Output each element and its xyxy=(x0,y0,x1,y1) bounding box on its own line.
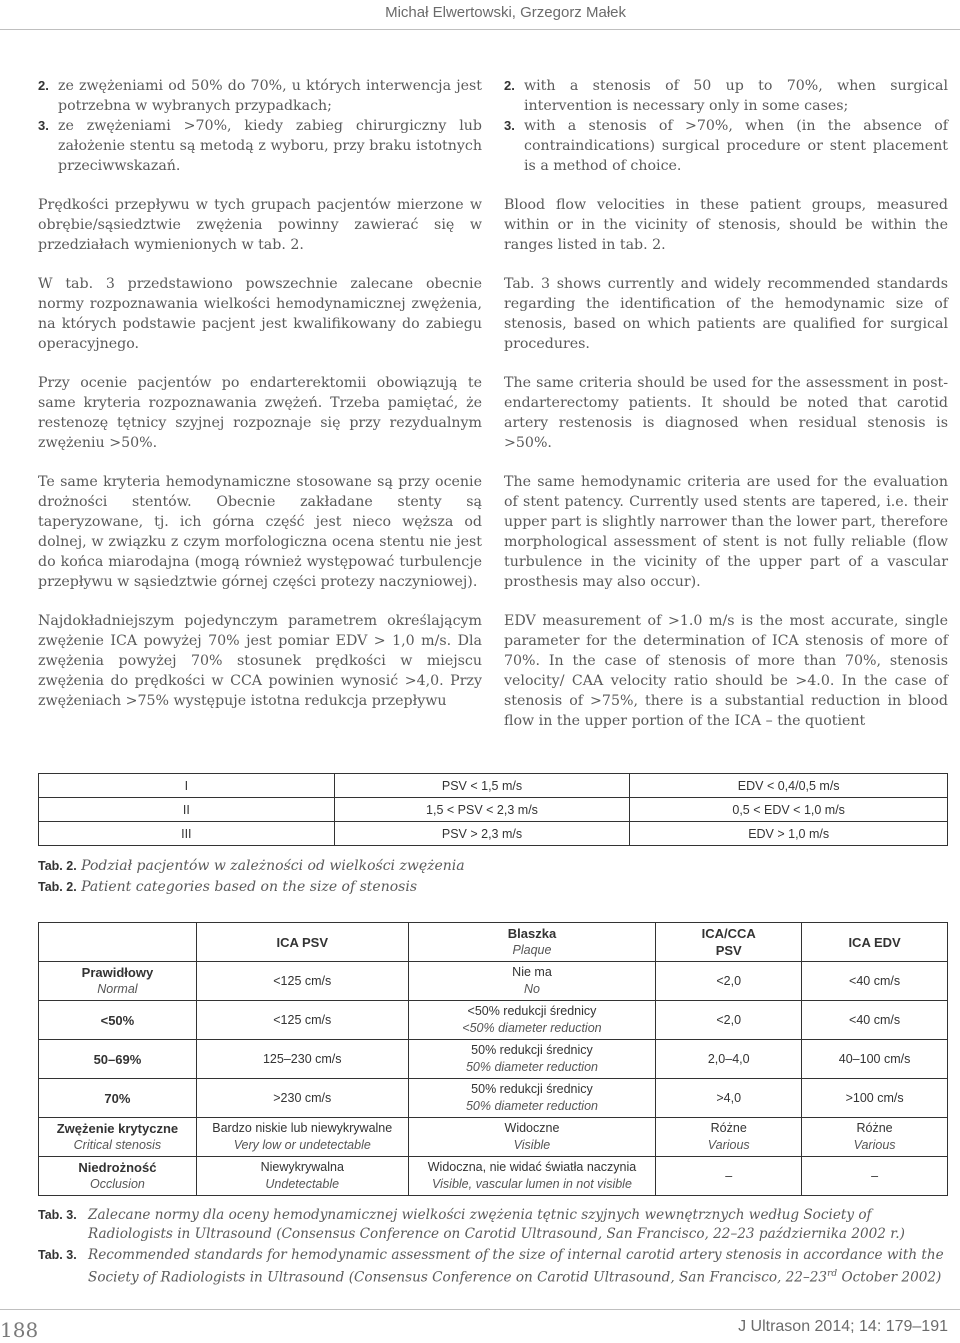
table-cell: 40–100 cm/s xyxy=(802,1040,948,1079)
psv-pl: Niewykrywalna xyxy=(260,1160,344,1174)
table-cell: <2,0 xyxy=(656,962,802,1001)
caption-text: Zalecane normy dla oceny hemodynamicznej wielkości zwężenia tętnic szyjnych wewnętrznych według Society of Radiologists in Ultrasound (Consensus Conference on Carotid Ultrasound, San Francisco, 22–23 października 2002 r.) xyxy=(88,1207,905,1242)
list-number: 2. xyxy=(504,78,515,93)
plaque-pl: 50% redukcji średnicy xyxy=(471,1043,593,1057)
table-cell: <40 cm/s xyxy=(802,962,948,1001)
table-row xyxy=(39,1079,948,1118)
paragraph: W tab. 3 przedstawiono powszechnie zalecane obecnie normy rozpoznawania wielkości hemodynamicznej zwężenia, na których podstawie pacjent jest kwalifikowany do zabiegu operacyjnego. xyxy=(38,276,482,352)
header-plaque xyxy=(408,923,656,962)
header-ica-psv: ICA PSV xyxy=(196,923,408,962)
cat-cell xyxy=(39,962,197,1001)
plaque-pl: Nie ma xyxy=(512,965,552,979)
table-cell xyxy=(408,1001,656,1040)
list-item xyxy=(38,76,482,116)
caption-text-a: Recommended standards for hemodynamic assessment of the size of internal carotid artery stenosis in accordance with the Society of Radiologists in Ultrasound (Consensus Conference on Carotid Ultrasound, San Francisco, 22–23 xyxy=(88,1247,944,1286)
paragraph: Najdokładniejszym pojedynczym parametrem określającym zwężenie ICA powyżej 70% jest pomiar EDV > 1,0 m/s. Dla zwężenia powyżej 70% stosunek prędkości w miejscu zwężenia do prędkości w CCA powinien wynosić >4,0. Przy zwężeniach >75% występuje istotna redukcja przepływu xyxy=(38,613,482,709)
list-number: 3. xyxy=(38,118,49,133)
ratio-en: Various xyxy=(707,1138,750,1152)
caption-label: Tab. 3. xyxy=(38,1248,77,1262)
plaque-pl: 50% redukcji średnicy xyxy=(471,1082,593,1096)
table-cell: – xyxy=(802,1157,948,1196)
table-row xyxy=(39,1001,948,1040)
header-cell-empty xyxy=(39,923,197,962)
plaque-en: <50% diameter reduction xyxy=(462,1021,602,1035)
list-number: 3. xyxy=(504,118,515,133)
paragraph: Tab. 3 shows currently and widely recommended standards regarding the identification of the hemodynamic size of stenosis, based on which patients are qualified for surgical procedures. xyxy=(504,276,948,352)
header-authors: Michał Elwertowski, Grzegorz Małek xyxy=(385,4,626,21)
list-text: with a stenosis of 50 up to 70%, when surgical intervention is necessary only in some cases; xyxy=(524,78,948,114)
table-cell: <125 cm/s xyxy=(196,962,408,1001)
table-row xyxy=(39,774,948,798)
table-cell: 125–230 cm/s xyxy=(196,1040,408,1079)
journal-citation: J Ultrason 2014; 14: 179–191 xyxy=(738,1318,948,1335)
cat-en: Critical stenosis xyxy=(73,1138,162,1152)
column-polish xyxy=(38,76,482,730)
table-cell xyxy=(408,1079,656,1118)
list-text: ze zwężeniami od 50% do 70%, u których interwencja jest potrzebna w wybranych przypadkach; xyxy=(58,78,482,114)
column-english xyxy=(504,76,948,750)
table-cell: <40 cm/s xyxy=(802,1001,948,1040)
caption-label: Tab. 2. xyxy=(38,859,77,873)
table-cell: EDV > 1,0 m/s xyxy=(630,822,948,846)
plaque-pl: Widoczne xyxy=(504,1121,560,1135)
table-row xyxy=(39,1118,948,1157)
plaque-en: 50% diameter reduction xyxy=(465,1060,598,1074)
table-cell: <2,0 xyxy=(656,1001,802,1040)
header-plaque-en: Plaque xyxy=(512,943,552,957)
caption-text-b: October 2002) xyxy=(837,1269,942,1286)
edv-en: Various xyxy=(853,1138,896,1152)
table-cell: >4,0 xyxy=(656,1079,802,1118)
plaque-en: Visible xyxy=(513,1138,551,1152)
table-row xyxy=(39,1157,948,1196)
plaque-pl: <50% redukcji średnicy xyxy=(467,1004,597,1018)
table-row xyxy=(39,822,948,846)
table-header-row xyxy=(39,923,948,962)
header-ica-edv: ICA EDV xyxy=(802,923,948,962)
cat-pl: Zwężenie krytyczne xyxy=(56,1121,179,1136)
table-cell: 0,5 < EDV < 1,0 m/s xyxy=(630,798,948,822)
table-3 xyxy=(38,922,948,1196)
plaque-en: No xyxy=(523,982,540,996)
caption-text xyxy=(38,1246,948,1288)
table-3-caption-en xyxy=(38,1246,948,1288)
caption-sup: rd xyxy=(827,1269,838,1279)
table-cell xyxy=(408,1118,656,1157)
plaque-pl: Widoczna, nie widać światła naczynia xyxy=(427,1160,637,1174)
plaque-en: 50% diameter reduction xyxy=(465,1099,598,1113)
header-ica-cca-sub: PSV xyxy=(715,943,742,958)
page-number: 188 xyxy=(0,1318,39,1342)
table-cell xyxy=(408,1040,656,1079)
footer-divider xyxy=(0,1309,960,1310)
cat-pl: Niedrożność xyxy=(78,1160,157,1175)
list-en xyxy=(504,76,948,176)
caption-text: Patient categories based on the size of stenosis xyxy=(81,879,418,895)
list-item xyxy=(504,76,948,116)
cat-cell xyxy=(39,1157,197,1196)
psv-en: Undetectable xyxy=(265,1177,340,1191)
cat-cell: 50–69% xyxy=(39,1040,197,1079)
plaque-en: Visible, vascular lumen in not visible xyxy=(432,1177,632,1191)
table-row xyxy=(39,798,948,822)
cat-cell xyxy=(39,1118,197,1157)
table-cell xyxy=(196,1157,408,1196)
caption-label: Tab. 3. xyxy=(38,1208,77,1222)
table-row xyxy=(39,962,948,1001)
header-ica-cca xyxy=(656,923,802,962)
table-cell: <125 cm/s xyxy=(196,1001,408,1040)
list-item xyxy=(504,116,948,176)
table-2 xyxy=(38,773,948,846)
paragraph: Prędkości przepływu w tych grupach pacjentów mierzone w obrębie/sąsiedztwie zwężenia powinny zawierać się w przedziałach wymienionych w tab. 2. xyxy=(38,197,482,253)
table-row xyxy=(39,1040,948,1079)
edv-pl: Różne xyxy=(856,1121,893,1135)
table-cell: II xyxy=(39,798,335,822)
caption-label: Tab. 2. xyxy=(38,880,77,894)
paragraph: The same hemodynamic criteria are used for the evaluation of stent patency. Currently used stents are tapered, i.e. their upper part is slightly narrower than the lower part, therefore morphological assessment of stent is not fully reliable (flow turbulence in the vicinity of the upper part of a vascular prosthesis may also occur). xyxy=(504,474,948,590)
table-cell: PSV < 1,5 m/s xyxy=(334,774,630,798)
table-cell: 1,5 < PSV < 2,3 m/s xyxy=(334,798,630,822)
caption-text: Podział pacjentów w zależności od wielkości zwężenia xyxy=(81,858,465,874)
table-2-caption-pl xyxy=(38,857,465,876)
cat-en: Normal xyxy=(97,982,138,996)
table-cell: I xyxy=(39,774,335,798)
table-cell: PSV > 2,3 m/s xyxy=(334,822,630,846)
ratio-pl: Różne xyxy=(710,1121,747,1135)
table-cell: 2,0–4,0 xyxy=(656,1040,802,1079)
paragraph: Te same kryteria hemodynamiczne stosowane są przy ocenie drożności stentów. Obecnie zakładane stenty są taperyzowane, tj. ich górna część jest nieco węższa od dolnej, w związku z czym morfologiczna ocena stentu nie jest do końca miarodajna (mogą również występować turbulencje przepływu w sąsiedztwie górnej części protezy naczyniowej). xyxy=(38,474,482,590)
list-item xyxy=(38,116,482,176)
paragraph: Blood flow velocities in these patient groups, measured within or in the vicinity of stenosis, should be within the ranges listed in tab. 2. xyxy=(504,197,948,253)
page-header xyxy=(0,0,960,30)
list-text: ze zwężeniami >70%, kiedy zabieg chirurgiczny lub założenie stentu są metodą z wyboru, przy braku istotnych przeciwwskazań. xyxy=(58,118,482,174)
table-cell: EDV < 0,4/0,5 m/s xyxy=(630,774,948,798)
cat-cell: 70% xyxy=(39,1079,197,1118)
header-ica-cca-main: ICA/CCA xyxy=(701,926,756,941)
cat-en: Occlusion xyxy=(89,1177,145,1191)
header-plaque-pl: Blaszka xyxy=(507,926,557,941)
table-2-caption-en xyxy=(38,878,417,897)
table-cell xyxy=(408,1157,656,1196)
table-cell xyxy=(196,1118,408,1157)
paragraph: EDV measurement of >1.0 m/s is the most accurate, single parameter for the determination of ICA stenosis of more of 70%. In the case of stenosis of more than 70%, stenosis velocity/ CAA velocity ratio should be >4.0. In the case of stenosis of >75%, there is a substantial reduction in blood flow in the upper portion of the ICA – the quotient xyxy=(504,613,948,729)
table-cell xyxy=(408,962,656,1001)
table-cell xyxy=(656,1118,802,1157)
table-cell: III xyxy=(39,822,335,846)
cat-pl: Prawidłowy xyxy=(81,965,154,980)
psv-pl: Bardzo niskie lub niewykrywalne xyxy=(212,1121,393,1135)
paragraph: Przy ocenie pacjentów po endarterektomii obowiązują te same kryteria rozpoznawania zwężeń. Trzeba pamiętać, że restenozę tętnicy szyjnej rozpoznaje się przy rezydualnym zwężeniu >50%. xyxy=(38,375,482,451)
table-3-caption-pl xyxy=(38,1206,948,1244)
list-text: with a stenosis of >70%, when (in the absence of contraindications) surgical procedure or stent placement is a method of choice. xyxy=(524,118,948,174)
table-cell: – xyxy=(656,1157,802,1196)
list-pl xyxy=(38,76,482,176)
paragraph: The same criteria should be used for the assessment in post-endarterectomy patients. It should be noted that carotid artery restenosis is diagnosed when residual stenosis is >50%. xyxy=(504,375,948,451)
table-cell: >100 cm/s xyxy=(802,1079,948,1118)
table-cell: >230 cm/s xyxy=(196,1079,408,1118)
psv-en: Very low or undetectable xyxy=(233,1138,371,1152)
table-cell xyxy=(802,1118,948,1157)
cat-cell: <50% xyxy=(39,1001,197,1040)
list-number: 2. xyxy=(38,78,49,93)
